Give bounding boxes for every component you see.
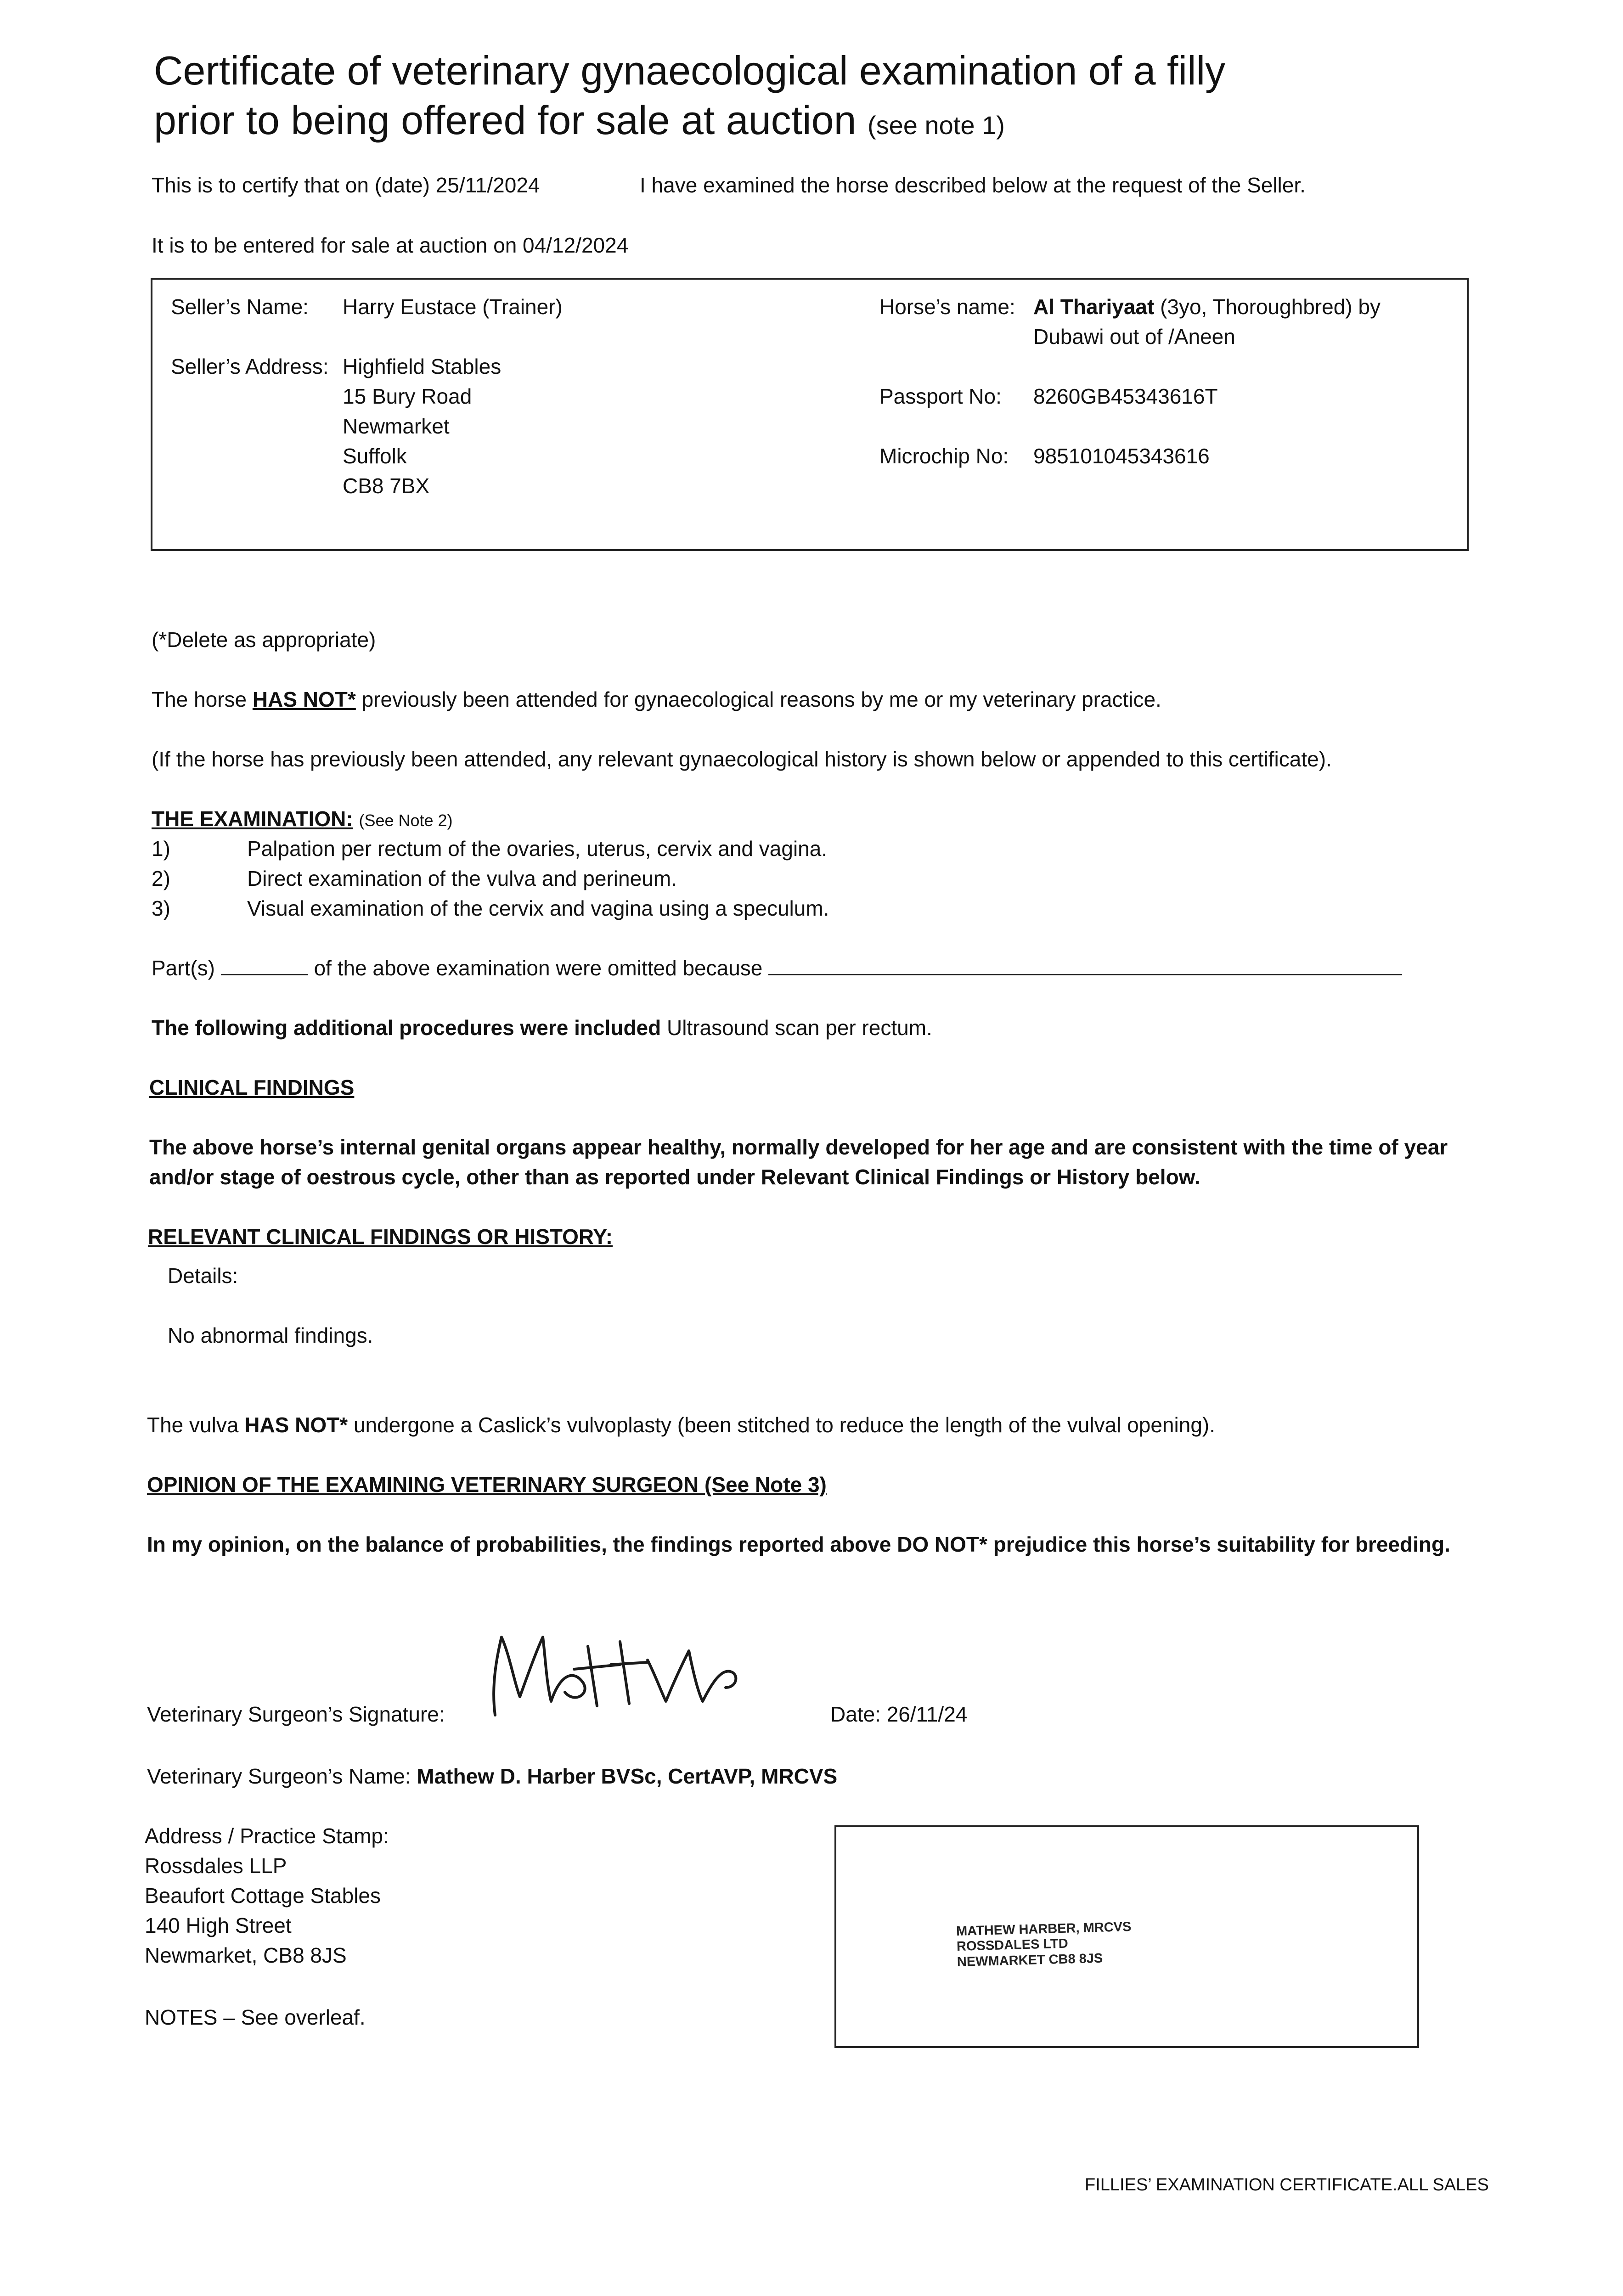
horse-name-label: Horse’s name:: [879, 295, 1015, 319]
exam-item-1-text: Palpation per rectum of the ovaries, uterus, cervix and vagina.: [247, 837, 828, 861]
page-footer: FILLIES’ EXAMINATION CERTIFICATE.ALL SALES: [1085, 2175, 1489, 2195]
attended-prefix: The horse: [152, 687, 253, 711]
microchip-label: Microchip No:: [879, 444, 1009, 468]
exam-item-3-text: Visual examination of the cervix and vagina using a speculum.: [247, 896, 829, 920]
seller-address-line-5: CB8 7BX: [343, 474, 430, 498]
attended-history: (If the horse has previously been attended, any relevant gynaecological history is shown below or appended to this certificate).: [152, 747, 1332, 771]
additional-procedures: [152, 1015, 932, 1041]
omitted-parts-blank: [221, 957, 308, 975]
certify-request: I have examined the horse described below at the request of the Seller.: [640, 173, 1306, 197]
relevant-findings-heading: RELEVANT CLINICAL FINDINGS OR HISTORY:: [148, 1225, 613, 1249]
seller-address-line-2: 15 Bury Road: [343, 384, 472, 408]
signature-image: [482, 1619, 758, 1724]
omitted-middle: of the above examination were omitted because: [314, 956, 763, 980]
horse-name-rest: (3yo, Thoroughbred) by: [1154, 295, 1381, 319]
title-note: (see note 1): [868, 111, 1005, 140]
practice-line-3: 140 High Street: [145, 1913, 292, 1937]
signature-date: Date: 26/11/24: [830, 1702, 968, 1726]
vulva-flag: HAS NOT*: [244, 1413, 348, 1437]
passport-label: Passport No:: [879, 384, 1002, 408]
notes-overleaf: NOTES – See overleaf.: [145, 2005, 366, 2029]
practice-label: Address / Practice Stamp:: [145, 1824, 389, 1848]
horse-name-bold: Al Thariyaat: [1033, 295, 1155, 319]
certify-date: This is to certify that on (date) 25/11/2024: [152, 173, 540, 197]
surgeon-name-line: [147, 1763, 837, 1790]
signature-label: Veterinary Surgeon’s Signature:: [147, 1702, 445, 1726]
opinion-text: In my opinion, on the balance of probabilities, the findings reported above DO NOT* prejudice this horse’s suitability for breeding.: [147, 1532, 1450, 1556]
horse-name-line-2: Dubawi out of /Aneen: [1033, 325, 1235, 349]
seller-name-value: Harry Eustace (Trainer): [343, 295, 563, 319]
details-value: No abnormal findings.: [168, 1323, 373, 1347]
certificate-title: [154, 46, 1532, 150]
title-line-2: [154, 96, 1532, 150]
delete-note: (*Delete as appropriate): [152, 628, 376, 652]
additional-value: Ultrasound scan per rectum.: [661, 1016, 932, 1040]
surgeon-name-value: Mathew D. Harber BVSc, CertAVP, MRCVS: [417, 1764, 838, 1788]
omitted-prefix: Part(s): [152, 956, 215, 980]
stamp-line-1: MATHEW HARBER, MRCVS: [956, 1919, 1132, 1939]
stamp-line-3: NEWMARKET CB8 8JS: [957, 1951, 1103, 1970]
clinical-findings-line-2: and/or stage of oestrous cycle, other than as reported under Relevant Clinical Findings or History below.: [149, 1165, 1200, 1189]
opinion-heading: OPINION OF THE EXAMINING VETERINARY SURGEON (See Note 3): [147, 1473, 827, 1497]
omitted-reason-blank: [768, 957, 1402, 975]
exam-item-2-num: 2): [152, 867, 170, 890]
additional-label: The following additional procedures were included: [152, 1016, 661, 1040]
horse-name-value: [1033, 294, 1381, 321]
attended-statement: [152, 687, 1161, 713]
exam-item-2-text: Direct examination of the vulva and perineum.: [247, 867, 677, 890]
seller-address-line-4: Suffolk: [343, 444, 407, 468]
details-label: Details:: [168, 1264, 238, 1288]
title-line-2-text: prior to being offered for sale at auction: [154, 97, 857, 143]
surgeon-name-label: Veterinary Surgeon’s Name:: [147, 1764, 411, 1788]
stamp-line-2: ROSSDALES LTD: [956, 1936, 1069, 1954]
vulva-suffix: undergone a Caslick’s vulvoplasty (been stitched to reduce the length of the vulval opening).: [348, 1413, 1215, 1437]
attended-suffix: previously been attended for gynaecological reasons by me or my veterinary practice.: [355, 687, 1161, 711]
practice-line-2: Beaufort Cottage Stables: [145, 1884, 381, 1908]
seller-address-line-3: Newmarket: [343, 414, 450, 438]
examination-heading-text: THE EXAMINATION:: [152, 807, 353, 831]
examination-note: (See Note 2): [359, 811, 453, 830]
exam-item-1-num: 1): [152, 837, 170, 861]
seller-address-line-1: Highfield Stables: [343, 355, 502, 378]
auction-date: It is to be entered for sale at auction on 04/12/2024: [152, 233, 629, 257]
practice-stamp: [956, 1919, 1133, 1970]
omitted-line: [152, 955, 1402, 982]
passport-value: 8260GB45343616T: [1033, 384, 1218, 408]
exam-item-3-num: 3): [152, 896, 170, 920]
attended-flag: HAS NOT*: [252, 687, 356, 711]
clinical-findings-line-1: The above horse’s internal genital organs appear healthy, normally developed for her age and are consistent with the time of year: [149, 1135, 1448, 1159]
seller-name-label: Seller’s Name:: [171, 295, 309, 319]
clinical-findings-heading: CLINICAL FINDINGS: [149, 1075, 355, 1099]
vulva-prefix: The vulva: [147, 1413, 245, 1437]
vulva-statement: [147, 1412, 1215, 1439]
title-line-1: Certificate of veterinary gynaecological examination of a filly: [154, 48, 1226, 93]
practice-line-1: Rossdales LLP: [145, 1854, 287, 1878]
practice-line-4: Newmarket, CB8 8JS: [145, 1943, 347, 1967]
signature-handwriting: [482, 1619, 758, 1724]
seller-address-label: Seller’s Address:: [171, 355, 329, 378]
microchip-value: 985101045343616: [1033, 444, 1210, 468]
examination-heading: [152, 806, 453, 833]
